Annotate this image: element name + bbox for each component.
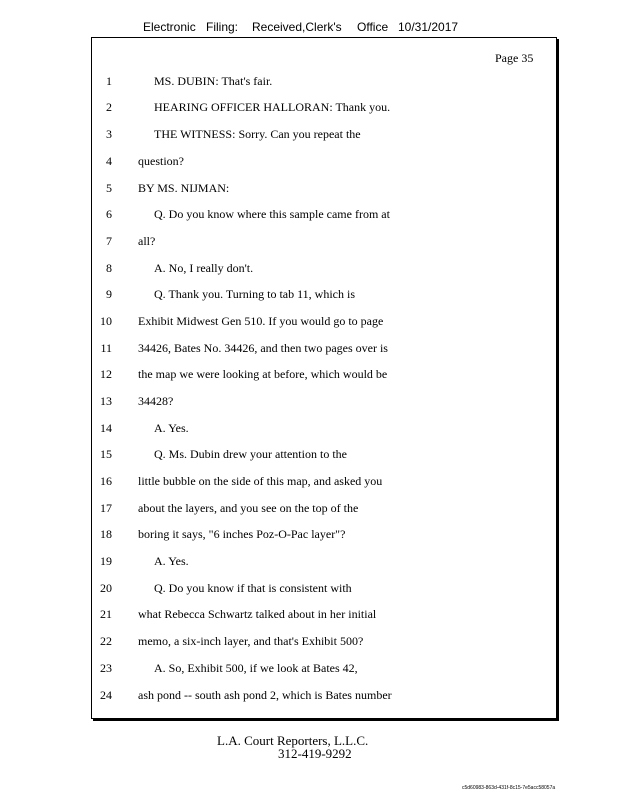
transcript-line: A. Yes. [154, 554, 189, 568]
transcript-line: MS. DUBIN: That's fair. [154, 74, 273, 88]
transcript-line: BY MS. NIJMAN: [138, 181, 230, 195]
line-number: 4 [106, 154, 112, 168]
line-number: 14 [100, 421, 112, 435]
line-number: 18 [100, 527, 112, 541]
transcript-line: boring it says, "6 inches Poz-O-Pac layer"? [138, 527, 346, 541]
transcript-line: Q. Do you know where this sample came from at [154, 207, 390, 221]
line-number: 19 [100, 554, 112, 568]
line-number: 9 [106, 287, 112, 301]
line-number: 17 [100, 501, 112, 515]
transcript-line: about the layers, and you see on the top of the [138, 501, 359, 515]
line-number: 6 [106, 207, 112, 221]
header-received: Received,Clerk's [252, 20, 342, 34]
line-number: 16 [100, 474, 112, 488]
transcript-line: 34428? [138, 394, 174, 408]
transcript-line: Exhibit Midwest Gen 510. If you would go to page [138, 314, 384, 328]
line-number: 11 [100, 341, 112, 355]
line-number: 3 [106, 127, 112, 141]
line-number: 5 [106, 181, 112, 195]
line-number: 20 [100, 581, 112, 595]
transcript-line: A. So, Exhibit 500, if we look at Bates 42, [154, 661, 358, 675]
line-number: 15 [100, 447, 112, 461]
transcript-line: question? [138, 154, 184, 168]
page-number: Page 35 [495, 51, 534, 65]
line-number: 24 [100, 688, 112, 702]
line-number: 10 [100, 314, 112, 328]
line-number: 23 [100, 661, 112, 675]
transcript-line: A. Yes. [154, 421, 189, 435]
transcript-line: 34426, Bates No. 34426, and then two pages over is [138, 341, 388, 355]
transcript-line: all? [138, 234, 156, 248]
header-date: 10/31/2017 [398, 20, 459, 34]
transcript-line: the map we were looking at before, which would be [138, 367, 388, 381]
transcript-line: Q. Thank you. Turning to tab 11, which is [154, 287, 356, 301]
transcript-line: little bubble on the side of this map, and asked you [138, 474, 383, 488]
line-number: 22 [100, 634, 112, 648]
court-reporter-phone: 312-419-9292 [278, 746, 352, 761]
line-number: 1 [106, 74, 112, 88]
line-number: 8 [106, 261, 112, 275]
filing-stamp-header [0, 20, 618, 38]
transcript-line: HEARING OFFICER HALLORAN: Thank you. [154, 100, 391, 114]
transcript-line: Q. Ms. Dubin drew your attention to the [154, 447, 347, 461]
transcript-line: THE WITNESS: Sorry. Can you repeat the [154, 127, 361, 141]
transcript-line: Q. Do you know if that is consistent with [154, 581, 352, 595]
court-reporter-name: L.A. Court Reporters, L.L.C. [217, 733, 369, 748]
transcript-line: ash pond -- south ash pond 2, which is Bates number [138, 688, 392, 702]
transcript-line: what Rebecca Schwartz talked about in her initial [138, 607, 377, 621]
line-number: 12 [100, 367, 112, 381]
transcript-line: memo, a six-inch layer, and that's Exhibit 500? [138, 634, 364, 648]
header-office: Office [357, 20, 389, 34]
line-number: 21 [100, 607, 112, 621]
transcript-line: A. No, I really don't. [154, 261, 254, 275]
line-number: 13 [100, 394, 112, 408]
header-filing: Filing: [206, 20, 239, 34]
line-number: 2 [106, 100, 112, 114]
header-electronic: Electronic [143, 20, 196, 34]
line-number: 7 [106, 234, 112, 248]
document-id: c5d60983-863d-431f-8c15-7e5acc58057a [462, 785, 556, 791]
